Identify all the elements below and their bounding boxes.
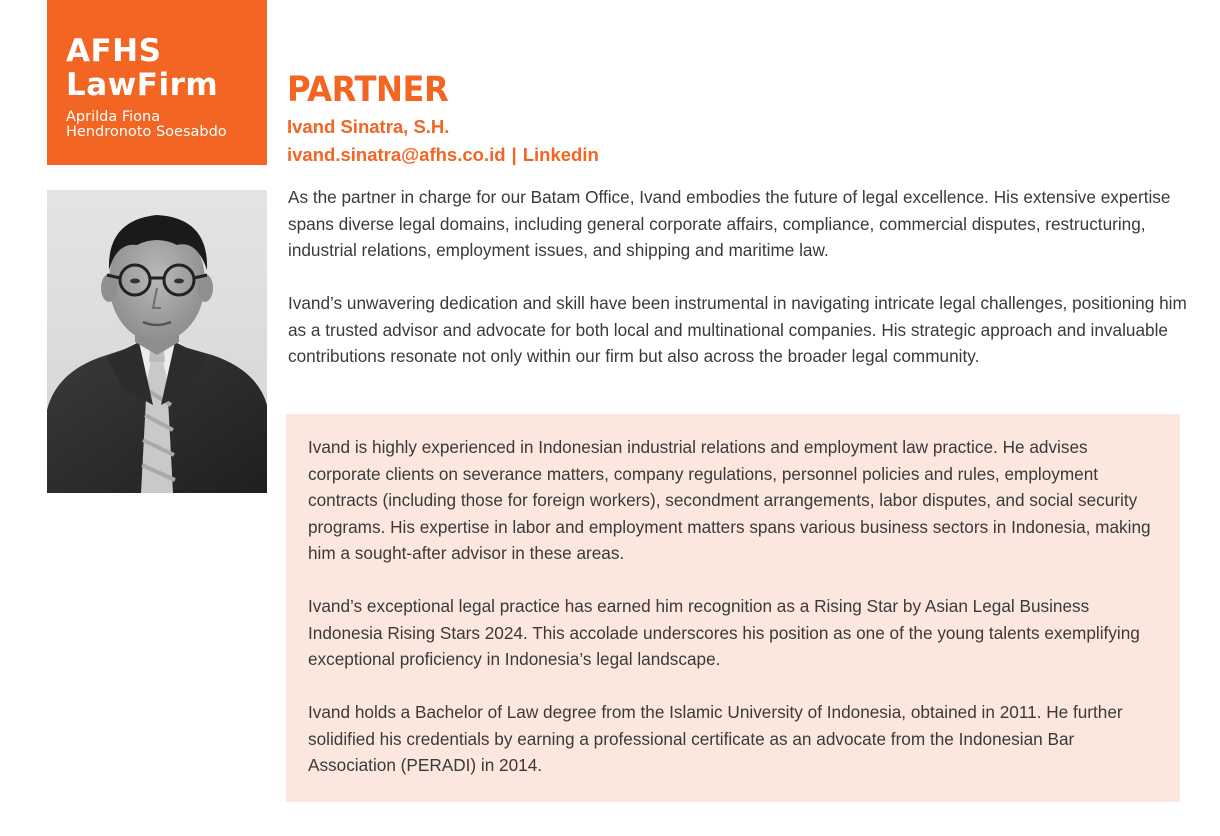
firm-logo xyxy=(47,0,267,165)
contact-separator: | xyxy=(511,144,517,165)
partner-portrait xyxy=(47,190,267,493)
intro-paragraph: As the partner in charge for our Batam Office, Ivand embodies the future of legal excellence. His extensive expertise spans diverse legal domains, including general corporate affairs, compliance, commercial disputes, restructuring, industrial relations, employment issues, and shipping and maritime law. xyxy=(288,187,1171,260)
logo-tagline: Aprilda Fiona Hendronoto Soesabdo xyxy=(66,109,227,140)
contact-line xyxy=(287,143,599,167)
logo-brand: AFHS LawFirm xyxy=(66,33,219,103)
page-title: PARTNER xyxy=(287,70,449,110)
highlight-paragraph: Ivand’s exceptional legal practice has earned him recognition as a Rising Star by Asian Legal Business Indonesia Rising Stars 2024. This accolade underscores his position as one of the young talents exemplifying exceptional proficiency in Indonesia’s legal landscape. xyxy=(308,596,1140,669)
email-link[interactable]: ivand.sinatra@afhs.co.id xyxy=(287,144,506,165)
person-portrait-photo-icon xyxy=(47,190,267,493)
highlight-box xyxy=(286,414,1180,802)
intro-paragraph: Ivand’s unwavering dedication and skill have been instrumental in navigating intricate legal challenges, positioning him as a trusted advisor and advocate for both local and multinational companies. His strategic approach and invaluable contributions resonate not only within our firm but also across the broader legal community. xyxy=(288,293,1187,366)
highlight-paragraph: Ivand is highly experienced in Indonesian industrial relations and employment law practice. He advises corporate clients on severance matters, company regulations, personnel policies and rules, employment contracts (including those for foreign workers), secondment arrangements, labor disputes, and social security programs. His expertise in labor and employment matters spans various business sectors in Indonesia, making him a sought-after advisor in these areas. xyxy=(308,437,1151,563)
partner-name: Ivand Sinatra, S.H. xyxy=(287,116,450,137)
intro-section xyxy=(288,184,1188,370)
highlight-paragraph: Ivand holds a Bachelor of Law degree from the Islamic University of Indonesia, obtained in 2011. He further solidified his credentials by earning a professional certificate as an advocate from the Indonesian Bar Association (PERADI) in 2014. xyxy=(308,702,1123,775)
linkedin-link[interactable]: Linkedin xyxy=(522,144,599,165)
